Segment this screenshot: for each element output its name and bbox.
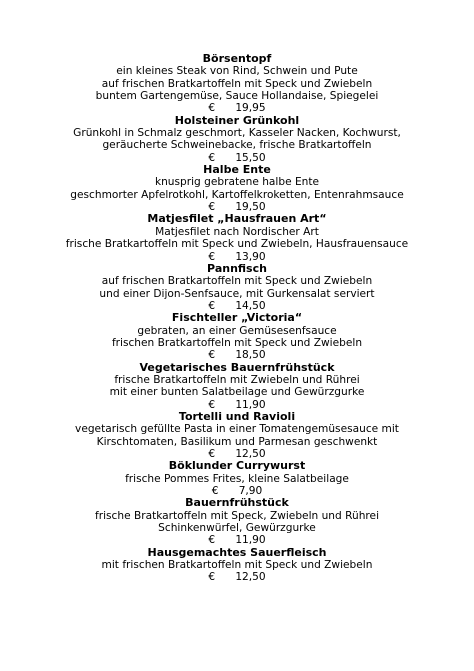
dish-description-line: Kirschtomaten, Basilikum und Parmesan geschwenkt: [96, 435, 378, 448]
dish-price-line: [0, 534, 474, 546]
dish-description-line: mit frischen Bratkartoffeln mit Speck und Zwiebeln: [101, 559, 373, 572]
dish-description-line: ein kleines Steak von Rind, Schwein und Pute: [116, 65, 358, 78]
dish-description-line: frische Bratkartoffeln mit Speck und Zwiebeln, Hausfrauensauce: [65, 238, 409, 251]
dish-price-line: [0, 349, 474, 361]
currency-symbol: €: [208, 448, 216, 460]
dish-description-line: Schinkenwürfel, Gewürzgurke: [158, 522, 316, 535]
dish-title: Vegetarisches Bauernfrühstück: [139, 360, 335, 374]
dish-title: Bauernfrühstück: [185, 496, 289, 510]
dish-price-line: [0, 102, 474, 114]
dish-matjesfilet: [0, 213, 474, 262]
currency-symbol: €: [208, 534, 216, 547]
dish-title: Fischteller „Victoria“: [171, 311, 303, 325]
dish-price: 11,90: [235, 398, 266, 411]
dish-price-line: [0, 571, 474, 583]
dish-description-line: gebraten, an einer Gemüsesenfsauce: [137, 324, 337, 337]
currency-symbol: €: [208, 571, 216, 584]
dish-boersentopf: [0, 53, 474, 115]
dish-price: 12,50: [235, 571, 266, 584]
dish-description-line: Grünkohl in Schmalz geschmort, Kasseler Nacken, Kochwurst,: [73, 127, 401, 140]
dish-title: Böklunder Currywurst: [168, 459, 306, 473]
dish-boeklunder-currywurst: [0, 460, 474, 497]
dish-description-line: knusprig gebratene halbe Ente: [154, 176, 320, 189]
dish-vegetarisches-bauernfruehstueck: [0, 362, 474, 411]
dish-holsteiner-gruenkohl: [0, 115, 474, 164]
currency-symbol: €: [208, 349, 216, 362]
dish-title: Halbe Ente: [203, 163, 271, 177]
dish-title: Hausgemachtes Sauerfleisch: [147, 545, 327, 559]
dish-price: 13,90: [235, 250, 266, 263]
dish-description-line: frische Bratkartoffeln mit Speck, Zwiebeln und Rührei: [94, 509, 380, 522]
dish-price: 7,90: [238, 485, 263, 498]
dish-pannfisch: [0, 263, 474, 312]
dish-description-line: auf frischen Bratkartoffeln mit Speck und Zwiebeln: [101, 275, 373, 288]
dish-description-line: Matjesfilet nach Nordischer Art: [155, 225, 319, 238]
dish-description-line: mit einer bunten Salatbeilage und Gewürzgurke: [109, 386, 365, 399]
dish-title: Tortelli und Ravioli: [178, 409, 296, 423]
dish-price: 18,50: [235, 349, 266, 362]
currency-symbol: €: [208, 250, 216, 263]
dish-tortelli-und-ravioli: [0, 411, 474, 460]
dish-description-line: geschmorter Apfelrotkohl, Kartoffelkroketten, Entenrahmsauce: [70, 188, 404, 201]
dish-description-line: geräucherte Schweinebacke, frische Bratkartoffeln: [102, 139, 372, 152]
dish-price-line: [0, 251, 474, 263]
dish-description-line: frischen Bratkartoffeln mit Speck und Zwiebeln: [111, 336, 363, 349]
dish-description-line: buntem Gartengemüse, Sauce Hollandaise, Spiegelei: [95, 90, 379, 103]
dish-title: Holsteiner Grünkohl: [174, 113, 300, 127]
dish-bauernfruehstueck: [0, 497, 474, 546]
dish-price: 11,90: [235, 534, 266, 547]
currency-symbol: €: [208, 151, 216, 164]
dish-price: 12,50: [235, 448, 266, 460]
dish-price: 19,50: [235, 201, 266, 214]
currency-symbol: €: [208, 102, 216, 115]
dish-description-line: und einer Dijon-Senfsauce, mit Gurkensalat serviert: [99, 287, 375, 300]
dish-description-line: auf frischen Bratkartoffeln mit Speck und Zwiebeln: [101, 77, 373, 90]
dish-description-line: frische Pommes Frites, kleine Salatbeilage: [125, 472, 349, 485]
dish-price: 15,50: [235, 151, 266, 164]
dish-title: Matjesfilet „Hausfrauen Art“: [147, 212, 327, 226]
dish-price: 19,95: [235, 102, 266, 115]
dish-description-line: vegetarisch gefüllte Pasta in einer Tomatengemüsesauce mit: [75, 423, 399, 436]
dish-halbe-ente: [0, 164, 474, 213]
dish-title: Pannfisch: [207, 261, 267, 275]
dish-fischteller-victoria: [0, 312, 474, 361]
menu-page: [0, 53, 474, 584]
dish-price: 14,50: [235, 299, 266, 312]
currency-symbol: €: [208, 201, 216, 214]
currency-symbol: €: [208, 398, 216, 411]
currency-symbol: €: [211, 485, 219, 498]
currency-symbol: €: [208, 299, 216, 312]
dish-hausgemachtes-sauerfleisch: [0, 547, 474, 584]
dish-title: Börsentopf: [202, 52, 272, 65]
dish-description-line: frische Bratkartoffeln mit Zwiebeln und Rührei: [114, 373, 360, 386]
